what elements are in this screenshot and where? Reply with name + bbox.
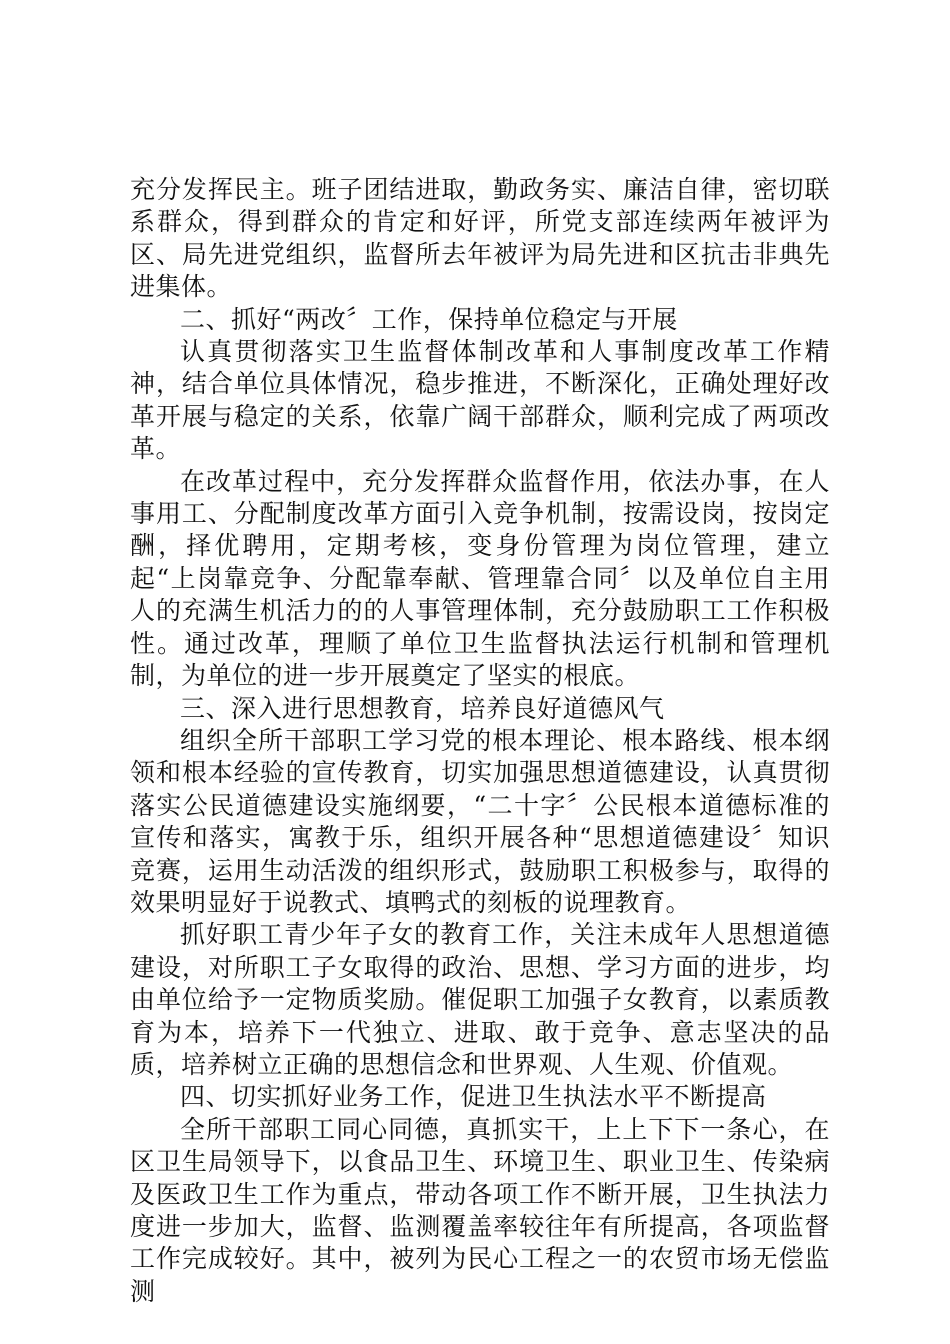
paragraph-reform-process: 在改革过程中，充分发挥群众监督作用，依法办事，在人事用工、分配制度改革方面引入竞争机制，按需设岗，按岗定酬，择优聘用，定期考核，变身份管理为岗位管理，建立起“上岗靠竞争、分配靠奉献、管理靠合同〞以及单位自主用人的充满生机活力的的人事管理体制，充分鼓励职工工作积极性。通过改革，理顺了单位卫生监督执法运行机制和管理机制，为单位的进一步开展奠定了坚实的根底。 <box>130 466 830 691</box>
section-heading-two: 二、抓好“两改〞工作，保持单位稳定与开展 <box>180 304 678 334</box>
paragraph-ideological-education: 组织全所干部职工学习党的根本理论、根本路线、根本纲领和根本经验的宣传教育，切实加强思想道德建设，认真贯彻落实公民道德建设实施纲要，“二十字〞公民根本道德标准的宣传和落实，寓教于乐，组织开展各种“思想道德建设〞知识竞赛，运用生动活泼的组织形式，鼓励职工积极参与，取得的效果明显好于说教式、填鸭式的刻板的说理教育。 <box>130 725 830 917</box>
paragraph-youth-education: 抓好职工青少年子女的教育工作，关注未成年人思想道德建设，对所职工子女取得的政治、思想、学习方面的进步，均由单位给予一定物质奖励。催促职工加强子女教育，以素质教育为本，培养下一代独立、进取、敢于竞争、意志坚决的品质，培养树立正确的思想信念和世界观、人生观、价值观。 <box>130 920 830 1079</box>
document-body <box>130 174 830 1308</box>
paragraph-reform-spirit: 认真贯彻落实卫生监督体制改革和人事制度改革工作精神，结合单位具体情况，稳步推进，不断深化，正确处理好改革开展与稳定的关系，依靠广阔干部群众，顺利完成了两项改革。 <box>130 337 830 464</box>
paragraph-continuation: 充分发挥民主。班子团结进取，勤政务实、廉洁自律，密切联系群众，得到群众的肯定和好评，所党支部连续两年被评为区、局先进党组织，监督所去年被评为局先进和区抗击非典先进集体。 <box>130 175 830 302</box>
section-heading-four: 四、切实抓好业务工作，促进卫生执法水平不断提高 <box>180 1082 767 1112</box>
paragraph-business-work: 全所干部职工同心同德，真抓实干，上上下下一条心，在区卫生局领导下，以食品卫生、环境卫生、职业卫生、传染病及医政卫生工作为重点，带动各项工作不断开展，卫生执法力度进一步加大，监督、监测覆盖率较往年有所提高，各项监督工作完成较好。其中，被列为民心工程之一的农贸市场无偿监测 <box>130 1114 830 1306</box>
section-heading-three: 三、深入进行思想教育，培养良好道德风气 <box>180 693 665 723</box>
